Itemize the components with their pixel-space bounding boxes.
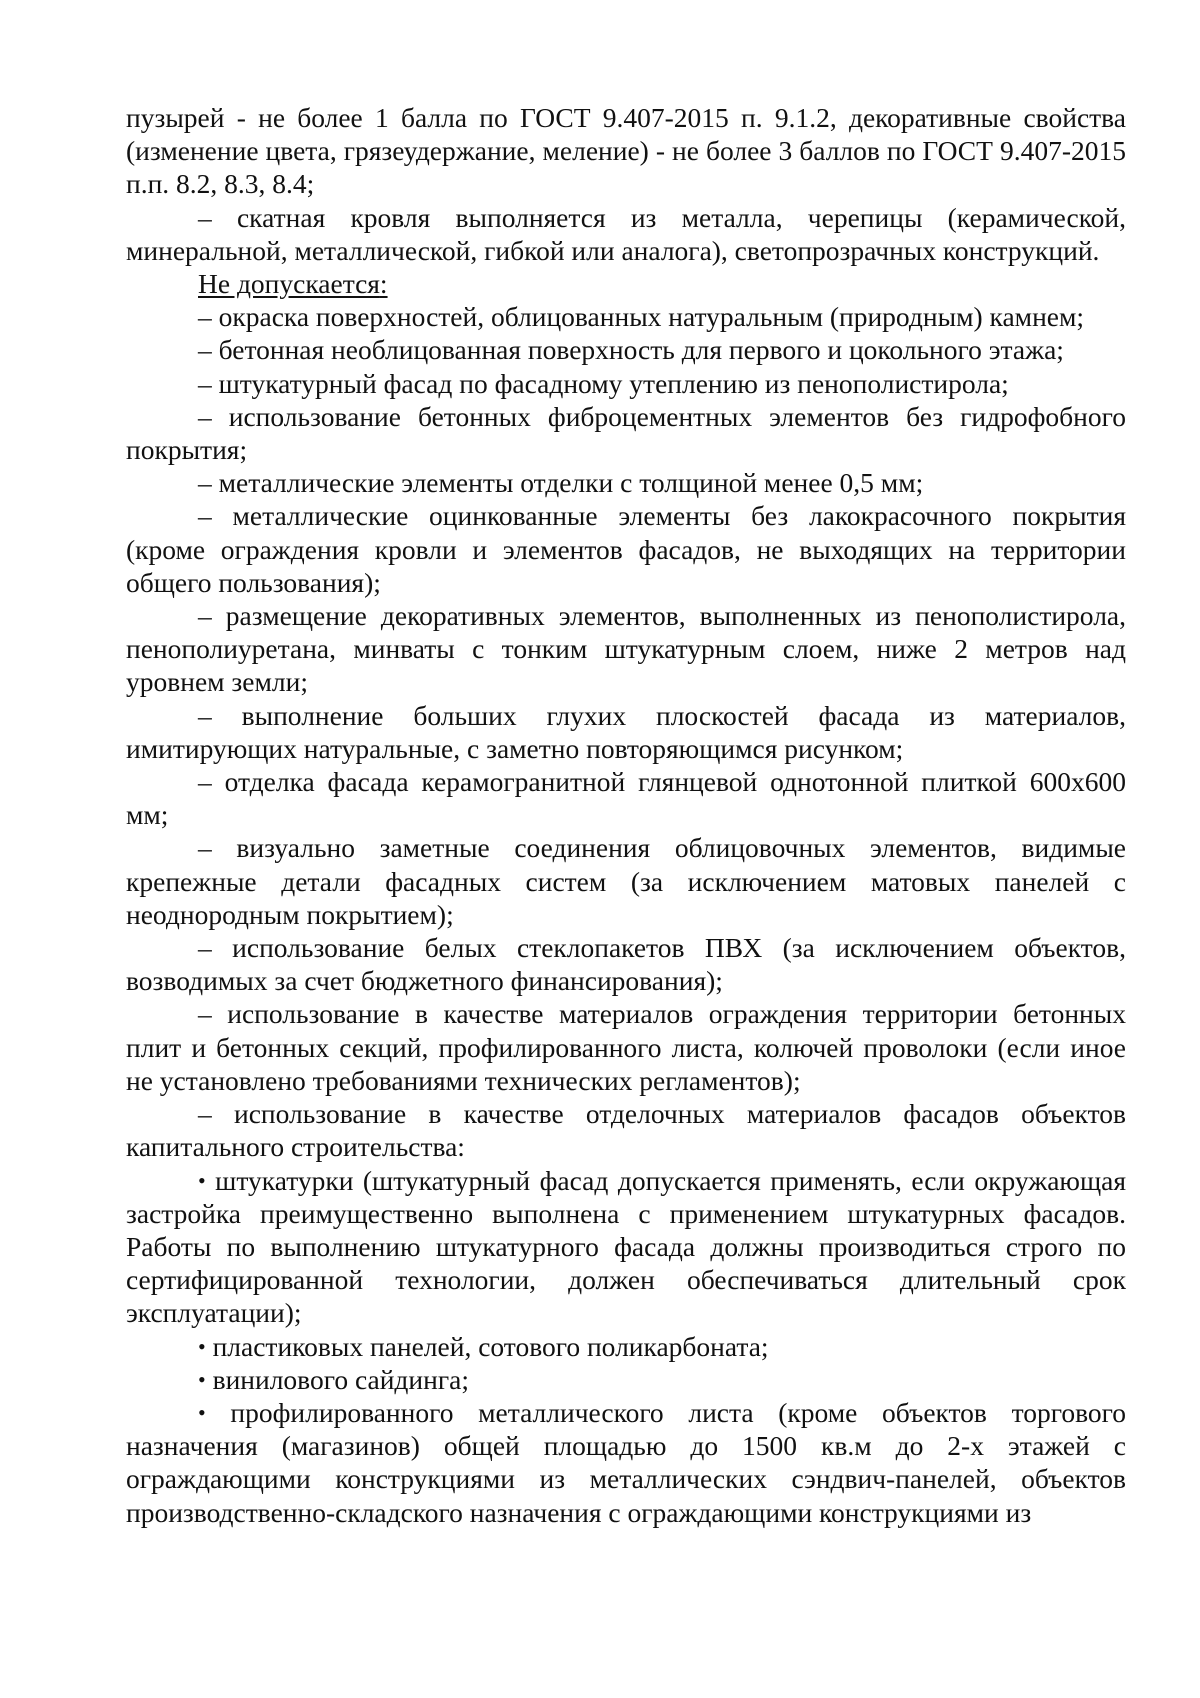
heading-text: Не допускается bbox=[198, 268, 380, 300]
list-item: – использование в качестве материалов ограждения территории бетонных плит и бетонных секций, профилированного листа, колючей проволоки (если иное не установлено требованиями технических регламентов); bbox=[126, 998, 1126, 1096]
bullet-text: винилового сайдинга; bbox=[212, 1363, 469, 1395]
list-item: – штукатурный фасад по фасадному утеплению из пенополистирола; bbox=[198, 367, 1009, 399]
bullet-text: профилированного металлического листа (кроме объектов торгового назначения (магазинов) общей площадью до 1500 кв.м до 2-х этажей с ограждающими конструкциями из металлических сэндвич-панелей, объектов производственно-складского назначения с ограждающими конструкциями из bbox=[126, 1396, 1126, 1528]
list-item: – металлические элементы отделки с толщиной менее 0,5 мм; bbox=[198, 467, 924, 499]
bullet-icon: • bbox=[198, 1333, 206, 1359]
bullet-text: штукатурки (штукатурный фасад допускается применять, если окружающая застройка преимущественно выполнена с применением штукатурных фасадов. Работы по выполнению штукатурного фасада должны производиться строго по сертифицированной технологии, должен обеспечиваться длительный срок эксплуатации); bbox=[126, 1164, 1127, 1329]
list-item: – визуально заметные соединения облицовочных элементов, видимые крепежные детали фасадных систем (за исключением матовых панелей с неоднородным покрытием); bbox=[126, 832, 1126, 930]
heading-colon: : bbox=[379, 268, 388, 300]
paragraph-continuation: пузырей - не более 1 балла по ГОСТ 9.407-2015 п. 9.1.2, декоративные свойства (изменение цвета, грязеудержание, меление) - не более 3 баллов по ГОСТ 9.407-2015 п.п. 8.2, 8.3, 8.4; bbox=[126, 102, 1126, 200]
list-item: – использование в качестве отделочных материалов фасадов объектов капитального строительства: bbox=[126, 1098, 1126, 1163]
list-item: – использование бетонных фиброцементных элементов без гидрофобного покрытия; bbox=[126, 400, 1126, 466]
list-item: – окраска поверхностей, облицованных натуральным (природным) камнем; bbox=[198, 301, 1085, 333]
document-page bbox=[126, 101, 1126, 1529]
list-item: – использование белых стеклопакетов ПВХ (за исключением объектов, возводимых за счет бюджетного финансирования); bbox=[126, 932, 1126, 997]
bullet-icon: • bbox=[198, 1167, 206, 1193]
list-item: – бетонная необлицованная поверхность для первого и цокольного этажа; bbox=[198, 334, 1064, 366]
bullet-icon: • bbox=[198, 1366, 206, 1392]
paragraph-roof: – скатная кровля выполняется из металла, черепицы (керамической, минеральной, металлической, гибкой или аналога), светопрозрачных конструкций. bbox=[126, 201, 1126, 266]
list-item: – выполнение больших глухих плоскостей фасада из материалов, имитирующих натуральные, с заметно повторяющимся рисунком; bbox=[126, 699, 1126, 764]
section-heading bbox=[126, 267, 1126, 300]
bullet-item bbox=[126, 1330, 1126, 1363]
bullet-item bbox=[126, 1164, 1126, 1330]
bullet-item bbox=[126, 1396, 1126, 1529]
bullet-icon: • bbox=[198, 1399, 206, 1425]
list-item: – размещение декоративных элементов, выполненных из пенополистирола, пенополиуретана, минваты с тонким штукатурным слоем, ниже 2 метров над уровнем земли; bbox=[126, 600, 1126, 698]
list-item: – отделка фасада керамогранитной глянцевой однотонной плиткой 600х600 мм; bbox=[126, 766, 1126, 831]
list-item: – металлические оцинкованные элементы без лакокрасочного покрытия (кроме ограждения кровли и элементов фасадов, не выходящих на территории общего пользования); bbox=[126, 500, 1126, 598]
bullet-text: пластиковых панелей, сотового поликарбоната; bbox=[212, 1330, 769, 1362]
bullet-item bbox=[126, 1363, 1126, 1396]
